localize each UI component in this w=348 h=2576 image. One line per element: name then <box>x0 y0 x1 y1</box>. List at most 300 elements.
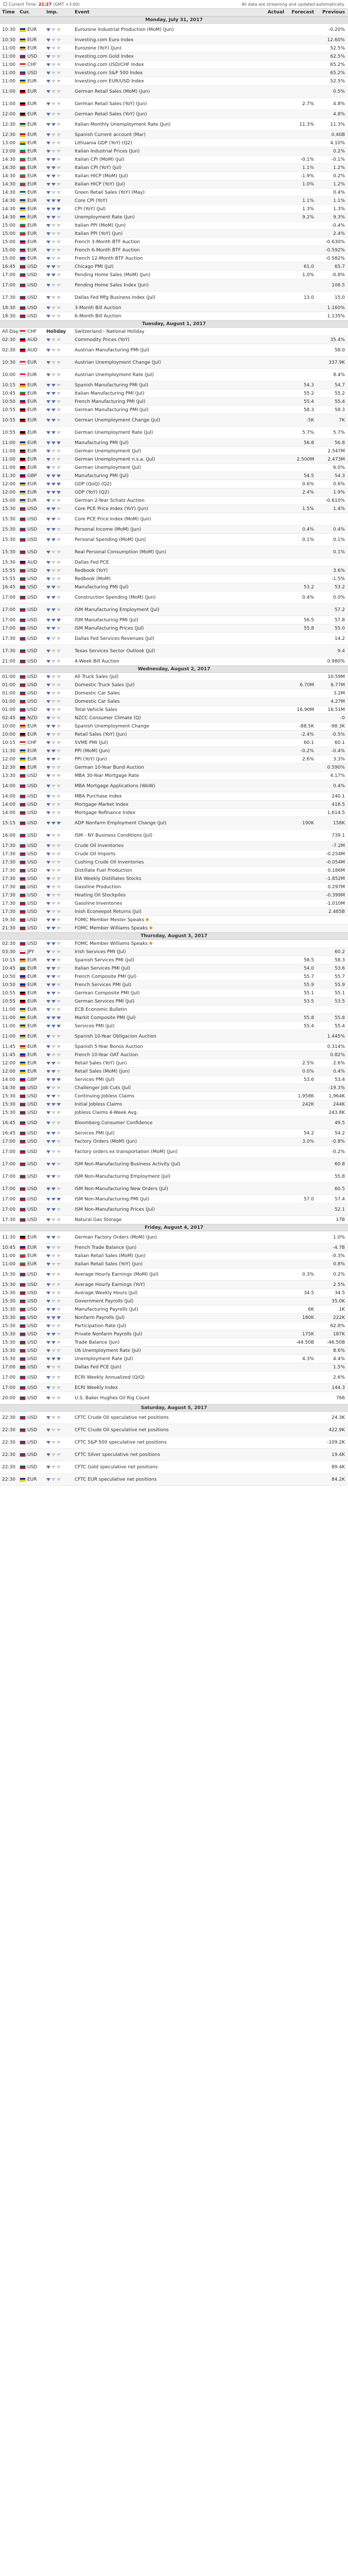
event-title[interactable]: Gasoline Production <box>75 884 121 890</box>
event-title-cell[interactable] <box>73 607 255 613</box>
event-title[interactable]: Cushing Crude Oil Inventories <box>75 859 144 865</box>
event-title[interactable]: Green Retail Sales (YoY) (May) <box>75 190 145 195</box>
event-row[interactable] <box>0 1436 348 1449</box>
event-title-cell[interactable] <box>73 860 255 865</box>
event-title[interactable]: Investing.com Gold Index <box>75 54 134 59</box>
event-row[interactable] <box>0 1289 348 1297</box>
event-title-cell[interactable] <box>73 399 255 404</box>
event-row[interactable] <box>0 764 348 772</box>
event-row[interactable] <box>0 1059 348 1067</box>
event-title[interactable]: Government Payrolls (Jul) <box>75 1298 134 1304</box>
event-row[interactable] <box>0 1281 348 1289</box>
event-row[interactable] <box>0 1322 348 1330</box>
event-title-cell[interactable] <box>73 1324 255 1329</box>
event-title-cell[interactable] <box>73 885 255 890</box>
event-title[interactable]: CPI (YoY) (Jul) <box>75 206 106 212</box>
event-title[interactable]: ISM - NY Business Conditions (Jul) <box>75 833 153 838</box>
event-title[interactable]: Italian CPI (MoM) (Jul) <box>75 157 125 162</box>
event-row[interactable] <box>0 948 348 956</box>
event-title[interactable]: French 6-Month BTF Auction <box>75 247 140 253</box>
event-title-cell[interactable] <box>73 1375 255 1380</box>
event-row[interactable] <box>0 940 348 948</box>
event-title[interactable]: Manufacturing PMI (Jul) <box>75 440 129 446</box>
event-title-cell[interactable] <box>73 1282 255 1287</box>
event-title[interactable]: Spanish Unemployment Change <box>75 723 149 729</box>
event-row[interactable] <box>0 472 348 480</box>
event-title[interactable]: Crude Oil Imports <box>75 851 116 857</box>
event-title[interactable]: Services PMI (Jul) <box>75 1130 115 1136</box>
event-title-cell[interactable] <box>73 240 255 245</box>
event-row[interactable] <box>0 118 348 131</box>
event-title[interactable]: Services PMI (Jul) <box>75 1023 115 1029</box>
event-title-cell[interactable] <box>73 1034 255 1039</box>
event-title-cell[interactable] <box>73 408 255 413</box>
event-title[interactable]: French 12-Month BTF Auction <box>75 256 143 261</box>
event-row[interactable] <box>0 147 348 156</box>
event-title-cell[interactable] <box>73 1207 255 1212</box>
event-row[interactable] <box>0 497 348 505</box>
event-row[interactable] <box>0 900 348 908</box>
event-title-cell[interactable] <box>73 909 255 914</box>
event-title-cell[interactable] <box>73 517 255 522</box>
event-row[interactable] <box>0 973 348 981</box>
event-title-cell[interactable] <box>73 950 255 955</box>
event-title-cell[interactable] <box>73 716 255 721</box>
event-row[interactable] <box>0 964 348 973</box>
event-title[interactable]: Dallas Fed PCE (Jun) <box>75 1364 121 1370</box>
event-title-cell[interactable] <box>73 918 255 923</box>
event-title-cell[interactable] <box>73 329 255 334</box>
event-row[interactable] <box>0 1014 348 1022</box>
event-title[interactable]: ECRI Weekly Index <box>75 1385 118 1391</box>
event-title-cell[interactable] <box>73 231 255 236</box>
event-title[interactable]: German Retail Sales (MoM) (Jun) <box>75 89 150 94</box>
event-title-cell[interactable] <box>73 101 255 107</box>
event-row[interactable] <box>0 505 348 513</box>
event-row[interactable] <box>0 924 348 933</box>
event-title-cell[interactable] <box>73 595 255 600</box>
event-title[interactable]: Redbook (YoY) <box>75 568 108 573</box>
event-row[interactable] <box>0 480 348 488</box>
event-row[interactable] <box>0 633 348 645</box>
event-row[interactable] <box>0 575 348 583</box>
event-title-cell[interactable] <box>73 207 255 212</box>
event-row[interactable] <box>0 44 348 53</box>
event-row[interactable] <box>0 69 348 77</box>
event-row[interactable] <box>0 883 348 891</box>
event-title[interactable]: FOMC Member Mester Speaks <box>75 917 145 923</box>
event-title[interactable]: MBA 30-Year Mortgage Rate <box>75 773 139 778</box>
event-title-cell[interactable] <box>73 273 255 278</box>
event-title[interactable]: Crude Oil Inventories <box>75 843 124 849</box>
event-title-cell[interactable] <box>73 157 255 162</box>
event-title-cell[interactable] <box>73 568 255 573</box>
event-row[interactable] <box>0 304 348 312</box>
event-title-cell[interactable] <box>73 46 255 51</box>
event-title-cell[interactable] <box>73 295 255 300</box>
event-title[interactable]: Manufacturing Payrolls (Jul) <box>75 1307 138 1312</box>
event-title-cell[interactable] <box>73 112 255 117</box>
event-row[interactable] <box>0 1146 348 1158</box>
event-row[interactable] <box>0 246 348 255</box>
event-row[interactable] <box>0 981 348 989</box>
event-row[interactable] <box>0 591 348 604</box>
event-title-cell[interactable] <box>73 1465 255 1470</box>
event-row[interactable] <box>0 156 348 164</box>
event-title-cell[interactable] <box>73 54 255 59</box>
event-row[interactable] <box>0 427 348 439</box>
event-row[interactable] <box>0 189 348 197</box>
event-title-cell[interactable] <box>73 901 255 906</box>
event-title[interactable]: GDP (QoQ) (Q2) <box>75 481 112 487</box>
event-row[interactable] <box>0 739 348 747</box>
event-row[interactable] <box>0 1330 348 1338</box>
event-title-cell[interactable] <box>73 794 255 799</box>
event-row[interactable] <box>0 1109 348 1117</box>
event-row[interactable] <box>0 1260 348 1268</box>
event-title-cell[interactable] <box>73 1415 255 1420</box>
event-title[interactable]: Italian HICP (YoY) (Jul) <box>75 181 125 187</box>
event-row[interactable] <box>0 1449 348 1461</box>
event-title-cell[interactable] <box>73 1253 255 1259</box>
event-row[interactable] <box>0 1171 348 1183</box>
event-title-cell[interactable] <box>73 577 255 582</box>
event-title[interactable]: Initial Jobless Claims <box>75 1101 123 1107</box>
event-title-cell[interactable] <box>73 991 255 996</box>
event-title-cell[interactable] <box>73 174 255 179</box>
event-title[interactable]: Inish Econeepot Returns (Jul) <box>75 909 142 914</box>
event-title-cell[interactable] <box>73 1162 255 1167</box>
event-title-cell[interactable] <box>73 165 255 171</box>
event-title[interactable]: Retail Sales (YoY) (Jun) <box>75 1060 127 1066</box>
event-title[interactable]: Services PMI (Jul) <box>75 1077 115 1082</box>
event-title-cell[interactable] <box>73 79 255 84</box>
event-title[interactable]: Core PCE Price Index (YoY) (Jun) <box>75 506 148 512</box>
event-title-cell[interactable] <box>73 1217 255 1223</box>
event-title[interactable]: Investing.com USD/CHF Index <box>75 62 144 67</box>
event-title-cell[interactable] <box>73 999 255 1004</box>
event-row[interactable] <box>0 238 348 246</box>
event-row[interactable] <box>0 997 348 1006</box>
event-title[interactable]: Dallas Fed Mfg Business Index (Jul) <box>75 295 155 300</box>
event-title-cell[interactable] <box>73 1086 255 1091</box>
event-title[interactable]: Manufacturing PMI (Jul) <box>75 473 129 479</box>
event-title[interactable]: Spanish Current account (Mar) <box>75 132 146 138</box>
event-row[interactable] <box>0 1473 348 1486</box>
event-title-cell[interactable] <box>73 141 255 146</box>
event-row[interactable] <box>0 292 348 304</box>
event-row[interactable] <box>0 546 348 558</box>
event-title-cell[interactable] <box>73 636 255 641</box>
timezone[interactable]: (GMT +3:00) <box>53 2 80 7</box>
event-row[interactable] <box>0 1461 348 1473</box>
event-title[interactable]: French Composite PMI (Jul) <box>75 974 137 979</box>
event-title-cell[interactable] <box>73 537 255 543</box>
event-row[interactable] <box>0 1084 348 1092</box>
event-title[interactable]: SVME PMI (Jul) <box>75 740 108 745</box>
event-title[interactable]: Construction Spending (MoM) (Jun) <box>75 595 156 600</box>
event-title-cell[interactable] <box>73 1477 255 1482</box>
event-title-cell[interactable] <box>73 198 255 204</box>
event-row[interactable] <box>0 1076 348 1084</box>
event-title[interactable]: German Retail Sales (YoY) (Jun) <box>75 101 147 107</box>
event-title[interactable]: Pending Home Sales (MoM) (Jun) <box>75 272 151 278</box>
event-row[interactable] <box>0 1338 348 1347</box>
event-title-cell[interactable] <box>73 1357 255 1362</box>
event-title[interactable]: CFTC Crude Oil speculative net positions <box>75 1415 169 1420</box>
event-title[interactable]: ISM Non-Manufacturing New Orders (Jul) <box>75 1186 168 1192</box>
event-title[interactable]: Average Hourly Earnings (YoY) <box>75 1282 145 1287</box>
event-row[interactable] <box>0 312 348 320</box>
event-title[interactable]: Private Nonfarm Payrolls (Jul) <box>75 1331 143 1337</box>
event-title-cell[interactable] <box>73 490 255 495</box>
event-title[interactable]: FOMC Member Williams Speaks <box>75 925 148 931</box>
event-title-cell[interactable] <box>73 527 255 532</box>
event-row[interactable] <box>0 279 348 292</box>
event-title-cell[interactable] <box>73 256 255 261</box>
event-row[interactable] <box>0 1355 348 1363</box>
event-title-cell[interactable] <box>73 457 255 462</box>
event-title-cell[interactable] <box>73 876 255 882</box>
event-title[interactable]: Trade Balance (Jun) <box>75 1340 120 1345</box>
event-row[interactable] <box>0 344 348 357</box>
event-row[interactable] <box>0 1363 348 1371</box>
event-title[interactable]: Italian HICP (MoM) (Jul) <box>75 173 128 179</box>
event-row[interactable] <box>0 110 348 118</box>
event-row[interactable] <box>0 230 348 238</box>
event-title-cell[interactable] <box>73 62 255 67</box>
event-title[interactable]: Retail Sales (MoM) (Jun) <box>75 1069 130 1074</box>
event-title-cell[interactable] <box>73 683 255 688</box>
event-title-cell[interactable] <box>73 473 255 479</box>
event-row[interactable] <box>0 858 348 867</box>
event-row[interactable] <box>0 464 348 472</box>
event-title[interactable]: Core PCE Price Index (MoM) (Jun) <box>75 516 151 522</box>
event-title[interactable]: Italian Manufacturing PMI (Jul) <box>75 391 145 396</box>
event-row[interactable] <box>0 205 348 213</box>
event-title[interactable]: Dallas Fed Services Revenues (Jul) <box>75 636 154 641</box>
event-row[interactable] <box>0 1067 348 1076</box>
event-title[interactable]: Bloomberg Consumer Confidence <box>75 1120 153 1126</box>
event-title-cell[interactable] <box>73 391 255 396</box>
event-title-cell[interactable] <box>73 248 255 253</box>
event-title[interactable]: EIA Weekly Distillates Stocks <box>75 876 142 882</box>
event-title[interactable]: Mortgage Refinance Index <box>75 810 135 816</box>
event-row[interactable] <box>0 357 348 369</box>
event-row[interactable] <box>0 1216 348 1224</box>
event-title[interactable]: Domestic Truck Sales (Jul) <box>75 682 135 688</box>
event-title-cell[interactable] <box>73 430 255 435</box>
event-title-cell[interactable] <box>73 1332 255 1337</box>
event-row[interactable] <box>0 406 348 414</box>
event-row[interactable] <box>0 398 348 406</box>
event-title-cell[interactable] <box>73 1245 255 1250</box>
event-title[interactable]: NZCC Consumer Climate (Q) <box>75 715 141 721</box>
event-title-cell[interactable] <box>73 893 255 898</box>
event-row[interactable] <box>0 513 348 526</box>
event-title[interactable]: Participation Rate (Jul) <box>75 1323 127 1329</box>
event-title[interactable]: Continuing Jobless Claims <box>75 1093 135 1099</box>
event-title-cell[interactable] <box>73 1139 255 1144</box>
event-title-cell[interactable] <box>73 674 255 680</box>
event-title[interactable]: Redbook (MoM) <box>75 576 111 582</box>
event-row[interactable] <box>0 77 348 86</box>
event-title[interactable]: Investing.com EUR/USD Index <box>75 78 144 84</box>
event-title[interactable]: Total Vehicle Sales <box>75 707 117 713</box>
event-row[interactable] <box>0 681 348 689</box>
event-title-cell[interactable] <box>73 223 255 228</box>
event-title[interactable]: ISM Manufacturing Employment (Jul) <box>75 607 160 613</box>
event-title[interactable]: German Composite PMI (Jul) <box>75 990 140 996</box>
event-title[interactable]: Austrian Manufacturing PMI (Jul) <box>75 347 149 353</box>
event-row[interactable] <box>0 1195 348 1204</box>
event-title[interactable]: Average Hourly Earnings (MoM) (Jul) <box>75 1272 159 1277</box>
event-title-cell[interactable] <box>73 1061 255 1066</box>
event-title[interactable]: Distillate Fuel Production <box>75 868 132 873</box>
event-title[interactable]: Italian Retail Sales (YoY) (Jun) <box>75 1261 143 1267</box>
event-title-cell[interactable] <box>73 974 255 979</box>
event-title-cell[interactable] <box>73 958 255 963</box>
event-title-cell[interactable] <box>73 482 255 487</box>
event-title[interactable]: 6-Month Bill Auction <box>75 313 121 319</box>
event-title-cell[interactable] <box>73 1291 255 1296</box>
event-row[interactable] <box>0 1297 348 1306</box>
event-title-cell[interactable] <box>73 691 255 696</box>
event-title-cell[interactable] <box>73 773 255 778</box>
event-row[interactable] <box>0 772 348 780</box>
event-row[interactable] <box>0 875 348 883</box>
event-row[interactable] <box>0 336 348 344</box>
event-title-cell[interactable] <box>73 132 255 138</box>
event-title[interactable]: German 10-Year Bund Auction <box>75 765 144 770</box>
event-title[interactable]: German Factory Orders (MoM) (Jun) <box>75 1234 157 1240</box>
event-title[interactable]: Texas Services Sector Outlook (Jul) <box>75 648 155 654</box>
event-title-cell[interactable] <box>73 1044 255 1049</box>
event-title-cell[interactable] <box>73 821 255 826</box>
event-row[interactable] <box>0 1092 348 1100</box>
event-title-cell[interactable] <box>73 1452 255 1458</box>
event-title[interactable]: Chicago PMI (Jul) <box>75 264 114 269</box>
event-title[interactable]: CFTC S&P 500 speculative net positions <box>75 1439 167 1445</box>
event-title-cell[interactable] <box>73 215 255 220</box>
event-row[interactable] <box>0 255 348 263</box>
event-title[interactable]: German Manufacturing PMI (Jul) <box>75 407 149 413</box>
event-title[interactable]: French Services PMI (Jul) <box>75 982 132 988</box>
event-title-cell[interactable] <box>73 1121 255 1126</box>
event-title-cell[interactable] <box>73 626 255 631</box>
event-title-cell[interactable] <box>73 926 255 931</box>
event-title[interactable]: Italian Monthly Unemployment Rate (Jun) <box>75 122 171 127</box>
event-row[interactable] <box>0 1043 348 1051</box>
event-title-cell[interactable] <box>73 618 255 623</box>
event-title-cell[interactable] <box>73 560 255 565</box>
event-row[interactable] <box>0 172 348 180</box>
event-title[interactable]: Spanish Manufacturing PMI (Jul) <box>75 382 149 388</box>
event-row[interactable] <box>0 447 348 455</box>
event-title[interactable]: Personal Spending (MoM) (Jun) <box>75 537 146 543</box>
event-title[interactable]: Lithuania GDP (YoY) (Q2) <box>75 140 132 146</box>
event-title[interactable]: ISM Non-Manufacturing Employment (Jul) <box>75 1174 170 1179</box>
event-row[interactable] <box>0 558 348 567</box>
event-title-cell[interactable] <box>73 1131 255 1136</box>
event-row[interactable] <box>0 1412 348 1424</box>
event-title[interactable]: German Unemployment (Jul) <box>75 465 141 470</box>
event-title[interactable]: GDP (YoY) (Q2) <box>75 489 110 495</box>
event-row[interactable] <box>0 1347 348 1355</box>
event-title[interactable]: ADP Nonfarm Employment Change (Jul) <box>75 820 167 826</box>
event-title[interactable]: PPI (YoY) (Jun) <box>75 756 107 762</box>
event-title[interactable]: Gasoline Inventories <box>75 901 123 906</box>
event-title-cell[interactable] <box>73 1315 255 1320</box>
event-title-cell[interactable] <box>73 1262 255 1267</box>
event-title-cell[interactable] <box>73 732 255 737</box>
event-title-cell[interactable] <box>73 27 255 32</box>
event-row[interactable] <box>0 1030 348 1043</box>
event-title[interactable]: Irish Services PMI (Jul) <box>75 949 126 955</box>
event-title-cell[interactable] <box>73 1094 255 1099</box>
event-title[interactable]: German Services PMI (Jul) <box>75 998 135 1004</box>
event-title-cell[interactable] <box>73 659 255 664</box>
event-title[interactable]: German Unemployment Change (Jul) <box>75 417 161 423</box>
event-row[interactable] <box>0 706 348 714</box>
event-title-cell[interactable] <box>73 740 255 745</box>
event-title-cell[interactable] <box>73 506 255 512</box>
event-title[interactable]: French 3-Month BTF Auction <box>75 239 140 245</box>
event-row[interactable] <box>0 526 348 534</box>
event-row[interactable] <box>0 850 348 858</box>
event-row[interactable] <box>0 1100 348 1109</box>
event-row[interactable] <box>0 414 348 427</box>
event-row[interactable] <box>0 1252 348 1260</box>
event-title[interactable]: Nonfarm Payrolls (Jul) <box>75 1315 125 1320</box>
event-row[interactable] <box>0 747 348 755</box>
event-title-cell[interactable] <box>73 1396 255 1401</box>
event-title[interactable]: Italian Industrial Prices (Jun) <box>75 148 140 154</box>
event-row[interactable] <box>0 271 348 279</box>
event-title[interactable]: Heating Oil Stockpiles <box>75 892 126 898</box>
event-title[interactable]: German Unemployment Rate (Jul) <box>75 430 153 435</box>
event-row[interactable] <box>0 53 348 61</box>
event-title[interactable]: Mortgage Market Index <box>75 802 129 807</box>
event-title[interactable]: Eurozone Industrial Production (MoM) (Jun) <box>75 27 174 32</box>
event-title-cell[interactable] <box>73 1149 255 1155</box>
event-title-cell[interactable] <box>73 1015 255 1021</box>
event-title-cell[interactable] <box>73 1069 255 1074</box>
event-title-cell[interactable] <box>73 1187 255 1192</box>
event-row[interactable] <box>0 1268 348 1281</box>
event-row[interactable] <box>0 263 348 271</box>
event-row[interactable] <box>0 369 348 381</box>
event-title-cell[interactable] <box>73 941 255 946</box>
event-title[interactable]: Average Weekly Hours (Jul) <box>75 1290 138 1296</box>
event-row[interactable] <box>0 197 348 205</box>
event-title[interactable]: CFTC Crude Oil speculative net positions <box>75 1427 169 1433</box>
event-title-cell[interactable] <box>73 306 255 311</box>
event-row[interactable] <box>0 567 348 575</box>
event-title-cell[interactable] <box>73 1024 255 1029</box>
event-title-cell[interactable] <box>73 71 255 76</box>
event-title[interactable]: Commodity Prices (YoY) <box>75 337 130 343</box>
event-title[interactable]: U.S. Baker Hughes Oil Rig Count <box>75 1395 150 1401</box>
event-title-cell[interactable] <box>73 149 255 154</box>
event-title-cell[interactable] <box>73 1440 255 1445</box>
event-title[interactable]: Austrian Unemployment Change (Jul) <box>75 360 161 365</box>
event-title[interactable]: All Truck Sales (Jul) <box>75 674 119 680</box>
event-row[interactable] <box>0 908 348 916</box>
event-row[interactable] <box>0 1392 348 1404</box>
event-title[interactable]: Italian PPI (YoY) (Jun) <box>75 231 123 236</box>
event-row[interactable] <box>0 604 348 616</box>
